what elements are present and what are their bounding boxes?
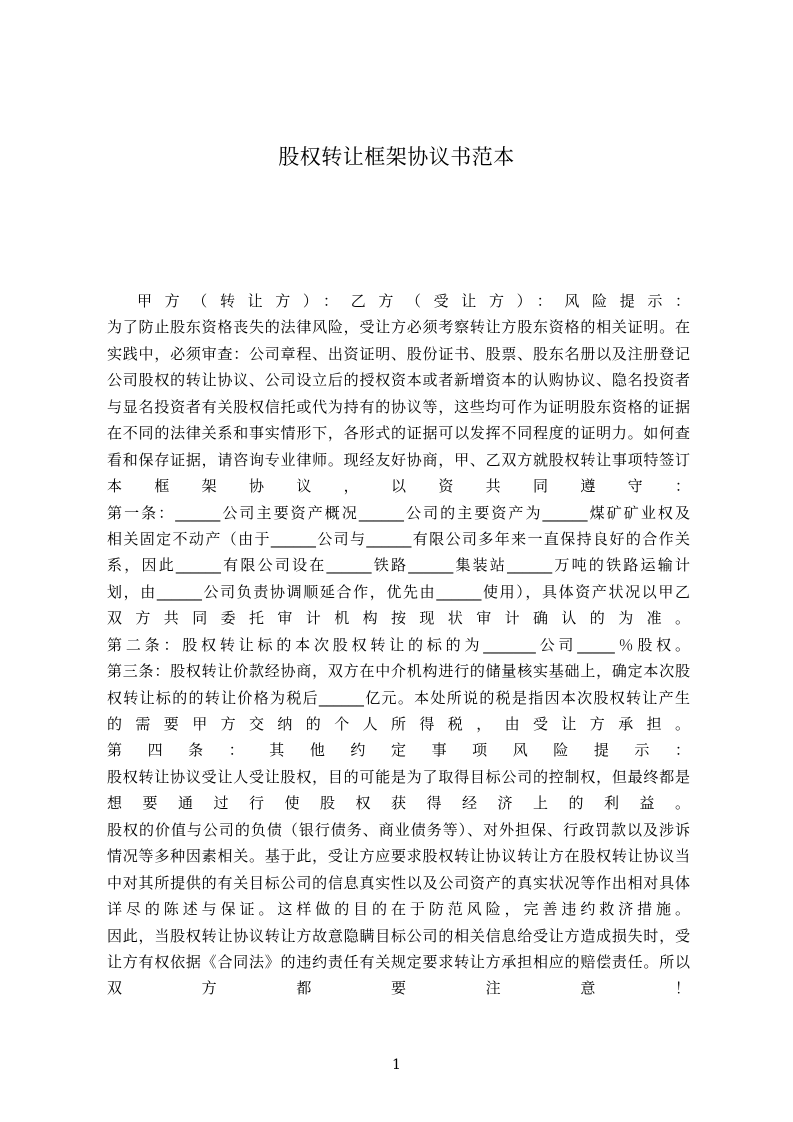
body-line-13: 双方共同委托审计机构按现状审计确认的为准。 bbox=[107, 609, 690, 628]
body-line-14: 第二条：股权转让标的本次股权转让的标的为_______公司_____％股权。 bbox=[107, 635, 690, 654]
body-line-25: 因此，当股权转让协议转让方故意隐瞒目标公司的相关信息给受让方造成损失时，受 bbox=[107, 926, 690, 945]
body-line-19: 股权转让协议受让人受让股权，目的可能是为了取得目标公司的控制权，但最终都是 bbox=[107, 767, 690, 786]
body-line-17: 的需要甲方交纳的个人所得税，由受让方承担。 bbox=[107, 715, 690, 733]
body-line-26: 让方有权依据《合同法》的违约责任有关规定要求转让方承担相应的赔偿责任。所以 bbox=[107, 952, 690, 971]
body-line-16: 权转让标的的转让价格为税后______亿元。本处所说的税是指因本次股权转让产生 bbox=[107, 688, 690, 707]
body-line-3: 实践中，必须审查：公司章程、出资证明、股份证书、股票、股东名册以及注册登记 bbox=[107, 344, 690, 363]
body-line-8: 本框架协议，以资共同遵守： bbox=[107, 477, 690, 496]
body-line-23: 中对其所提供的有关目标公司的信息真实性以及公司资产的真实状况等作出相对具体 bbox=[107, 873, 690, 892]
body-line-15: 第三条：股权转让价款经协商，双方在中介机构进行的储量核实基础上，确定本次股 bbox=[107, 662, 690, 681]
body-line-20: 想要通过行使股权获得经济上的利益。 bbox=[107, 794, 690, 813]
body-line-9: 第一条：______公司主要资产概况______公司的主要资产为______煤矿矿业权及 bbox=[107, 503, 690, 522]
document-body bbox=[107, 288, 690, 1002]
body-line-1: 甲方（转让方）：乙方（受让方）：风险提示： bbox=[137, 292, 690, 310]
body-line-12: 划，由______公司负责协调顺延合作，优先由______使用），具体资产状况以甲乙 bbox=[107, 582, 690, 601]
body-line-18: 第四条：其他约定事项风险提示： bbox=[107, 741, 690, 760]
page-number: 1 bbox=[392, 1057, 401, 1073]
body-line-6: 在不同的法律关系和事实情形下，各形式的证据可以发挥不同程度的证明力。如何查 bbox=[107, 424, 690, 443]
body-line-7: 看和保存证据，请咨询专业律师。现经友好协商，甲、乙双方就股权转让事项特签订 bbox=[107, 450, 690, 469]
body-line-5: 与显名投资者有关股权信托或代为持有的协议等，这些均可作为证明股东资格的证据 bbox=[107, 397, 690, 416]
body-line-27: 双方都要注意！ bbox=[107, 979, 690, 998]
body-line-4: 公司股权的转让协议、公司设立后的授权资本或者新增资本的认购协议、隐名投资者 bbox=[107, 371, 690, 390]
body-line-22: 情况等多种因素相关。基于此，受让方应要求股权转让协议转让方在股权转让协议当 bbox=[107, 847, 690, 866]
document-title: 股权转让框架协议书范本 bbox=[278, 145, 515, 169]
body-line-2: 为了防止股东资格丧失的法律风险，受让方必须考察转让方股东资格的相关证明。在 bbox=[107, 318, 690, 337]
body-line-21: 股权的价值与公司的负债（银行债务、商业债务等）、对外担保、行政罚款以及涉诉 bbox=[107, 820, 690, 839]
body-line-24: 详尽的陈述与保证。这样做的目的在于防范风险，完善违约救济措施。 bbox=[107, 900, 690, 919]
body-line-11: 系，因此______有限公司设在______铁路______集装站______万吨的铁路运输计 bbox=[107, 556, 690, 575]
body-line-10: 相关固定不动产（由于______公司与______有限公司多年来一直保持良好的合作关 bbox=[107, 529, 690, 548]
